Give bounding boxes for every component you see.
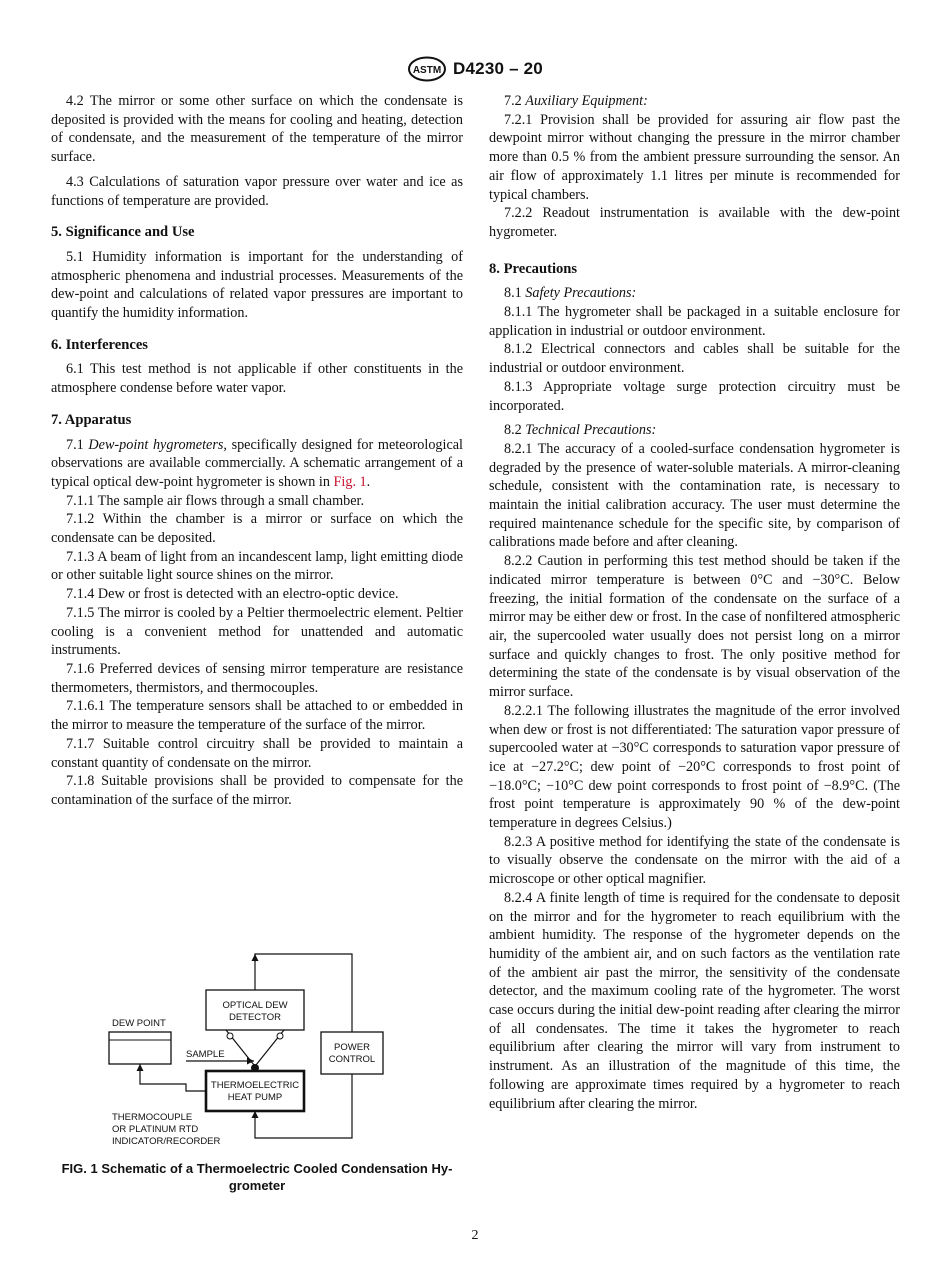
caption-line-2: grometer	[228, 1178, 286, 1193]
paragraph-7-1	[51, 436, 463, 492]
paragraph-7-1-end: .	[366, 473, 371, 490]
paragraph-8-1-number: 8.1	[504, 285, 526, 302]
page-header	[0, 56, 950, 82]
power-control-label-2: CONTROL	[328, 1054, 376, 1065]
power-control-box	[321, 1032, 383, 1074]
paragraph-8-2	[489, 421, 900, 440]
paragraph-6-1: 6.1 This test method is not applicable if other constituents in the atmosphere condense before water vapor.	[51, 361, 463, 397]
paragraph-7-1-3: 7.1.3 A beam of light from an incandescent lamp, light emitting diode or other suitable light source shines on the mirror.	[51, 548, 463, 584]
paragraph-7-1-7: 7.1.7 Suitable control circuitry shall be provided to maintain a constant quantity of condensate on the mirror.	[51, 735, 463, 771]
paragraph-7-1-2: 7.1.2 Within the chamber is a mirror or surface on which the condensate can be deposited.	[51, 511, 463, 547]
paragraph-8-2-3: 8.2.3 A positive method for identifying the state of the condensate is to visually observe the condensate on the mirror with the aid of a microscope or other optical magnifier.	[489, 833, 900, 888]
optical-detector-label-2: DETECTOR	[228, 1012, 282, 1023]
heat-pump-label-1: THERMOELECTRIC	[210, 1080, 300, 1091]
paragraph-7-2-1: 7.2.1 Provision shall be provided for assuring air flow past the dewpoint mirror without changing the pressure in the mirror chamber more than 0.5 % from the ambient pressure surrounding the sensor. An air flow of approximately 1.1 litres per minute is recommended for typical chambers.	[489, 111, 900, 203]
section-6-heading: 6. Interferences	[51, 336, 148, 353]
paragraph-7-1-5: 7.1.5 The mirror is cooled by a Peltier thermoelectric element. Peltier cooling is a convenient method for unattended and automatic instruments.	[51, 604, 463, 659]
paragraph-5-1: 5.1 Humidity information is important for the understanding of atmospheric phenomena and industrial processes. Measurements of the dew-point and calculations of related vapor pressures are important to quantify the humidity information.	[51, 248, 463, 322]
logo-text: ASTM	[412, 65, 442, 76]
paragraph-8-2-1: 8.2.1 The accuracy of a cooled-surface condensation hygrometer is degraded by the presence of water-soluble materials. A mirror-cleaning schedule, consistent with the contamination rate, is necessary to maintain the initial calibration accuracy. The user must determine the required maintenance schedule for the specific site, by comparison of calibrations made before and after cleaning.	[489, 440, 900, 551]
paragraph-7-2-emphasis: Auxiliary Equipment:	[525, 93, 648, 109]
thermocouple-label-1: THERMOCOUPLE	[112, 1112, 193, 1123]
paragraph-8-2-2-1: 8.2.2.1 The following illustrates the magnitude of the error involved when dew or frost is not differentiated: The saturation vapor pressure of supercooled water at −30°C corresponds to saturation vapor pressure of ice at −27.2°C; dew point of −20°C corresponds to frost point of −18.0°C; −10°C dew point corresponds to frost point of −8.9°C. (The frost point temperature is approximately 90 % of the dew-point temperature in degrees Celsius.)	[489, 702, 900, 832]
paragraph-7-1-6: 7.1.6 Preferred devices of sensing mirror temperature are resistance thermometers, thermistors, and thermocouples.	[51, 660, 463, 696]
paragraph-4-3: 4.3 Calculations of saturation vapor pressure over water and ice as functions of temperature are provided.	[51, 173, 463, 209]
thermocouple-label-2: OR PLATINUM RTD	[112, 1124, 199, 1135]
sample-label: SAMPLE	[186, 1049, 225, 1060]
caption-line-1: FIG. 1 Schematic of a Thermoelectric Cooled Condensation Hy-	[61, 1161, 453, 1176]
document-id: D4230 – 20	[453, 59, 543, 78]
paragraph-7-1-number: 7.1	[66, 436, 89, 453]
right-column	[489, 92, 900, 1113]
section-5-heading: 5. Significance and Use	[51, 224, 195, 241]
paragraph-7-2	[489, 92, 900, 111]
paragraph-4-2: 4.2 The mirror or some other surface on which the condensate is deposited is provided with the means for cooling and heating, detection of condensate, and the measurement of the temperature of the mirror surface.	[51, 93, 463, 166]
optical-detector-label-1: OPTICAL DEW	[222, 1000, 288, 1011]
hygrometer-schematic-diagram	[106, 948, 406, 1158]
paragraph-8-1-3: 8.1.3 Appropriate voltage surge protection circuitry must be incorporated.	[489, 378, 900, 414]
section-7-heading: 7. Apparatus	[51, 411, 132, 428]
astm-logo-icon	[407, 56, 447, 82]
paragraph-8-1-2: 8.1.2 Electrical connectors and cables shall be suitable for the industrial or outdoor environment.	[489, 341, 900, 377]
left-column	[51, 92, 463, 810]
thermocouple-label-3: INDICATOR/RECORDER	[112, 1136, 221, 1147]
figure-1-caption	[51, 1160, 463, 1194]
paragraph-8-1	[489, 284, 900, 303]
paragraph-7-2-number: 7.2	[504, 93, 526, 109]
heat-pump-label-2: HEAT PUMP	[227, 1092, 283, 1103]
paragraph-7-1-6-1: 7.1.6.1 The temperature sensors shall be attached to or embedded in the mirror to measure the temperature of the surface of the mirror.	[51, 698, 463, 734]
dew-point-display-box	[109, 1032, 171, 1064]
dew-point-label: DEW POINT	[112, 1018, 166, 1029]
paragraph-8-2-2: 8.2.2 Caution in performing this test method should be taken if the indicated mirror temperature is between 0°C and −30°C. Below freezing, the initial formation of the condensate on the surface of a mirror may be either dew or frost. In the case of nonfiltered atmospheric air, the supercooled water usually does not persist long on a mirror surface and quickly changes to frost. The only positive method for determining the state of the condensate is by visual observation of the mirror surface.	[489, 553, 900, 701]
thermoelectric-heat-pump-box	[206, 1071, 304, 1111]
paragraph-7-1-4: 7.1.4 Dew or frost is detected with an electro-optic device.	[66, 586, 399, 603]
paragraph-7-1-text: specifically designed for meteorological observations are available commercially. A schematic arrangement of a typical optical dew-point hygrometer is shown in	[51, 436, 463, 490]
paragraph-8-2-4: 8.2.4 A finite length of time is required for the condensate to deposit on the mirror and for the hygrometer to reach equilibrium with the ambient humidity. The response of the hygrometer depends on the humidity of the ambient air, and on such factors as the ventilation rate of the ambient air past the mirror, the sensitivity of the condensate detector, and the maximum cooling rate of the hygrometer. The worst case occurs during the initial dew-point reading after clearing the mirror of all condensates. The time it takes the hygrometer to reach equilibrium after clearing the mirror will vary from instrument to instrument. As an illustration of the magnitude of this time, the following are approximate times required by a hygrometer to reach equilibrium after clearing the mirror.	[489, 889, 900, 1112]
paragraph-7-1-emphasis: Dew-point hygrometers,	[88, 436, 227, 453]
paragraph-8-1-emphasis: Safety Precautions:	[525, 285, 637, 302]
figure-1-link[interactable]: Fig. 1	[333, 473, 367, 490]
power-control-label-1: POWER	[334, 1042, 370, 1053]
paragraph-7-2-2: 7.2.2 Readout instrumentation is available with the dew-point hygrometer.	[489, 205, 900, 240]
paragraph-8-2-number: 8.2	[504, 422, 526, 439]
paragraph-7-1-1: 7.1.1 The sample air flows through a small chamber.	[66, 492, 364, 509]
paragraph-8-1-1: 8.1.1 The hygrometer shall be packaged in a suitable enclosure for application in industrial or outdoor environment.	[489, 304, 900, 339]
section-8-heading: 8. Precautions	[489, 260, 578, 277]
page-number: 2	[471, 1228, 479, 1243]
paragraph-7-1-8: 7.1.8 Suitable provisions shall be provided to compensate for the contamination of the surface of the mirror.	[51, 773, 463, 808]
paragraph-8-2-emphasis: Technical Precautions:	[525, 422, 657, 439]
